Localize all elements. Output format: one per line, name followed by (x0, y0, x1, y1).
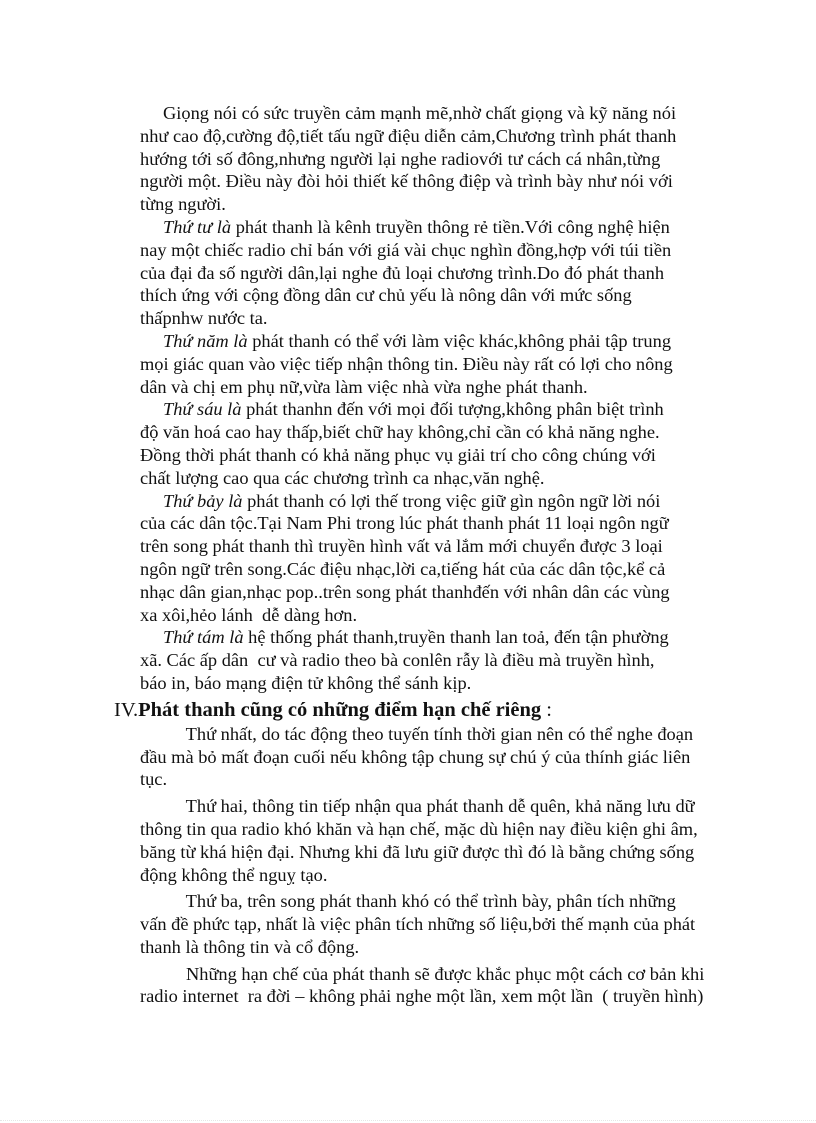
text-line (140, 626, 688, 649)
text-line: như cao độ,cường độ,tiết tấu ngữ điệu diễn cảm,Chương trình phát thanh (140, 125, 677, 146)
text-line: nay một chiếc radio chỉ bán với giá vài chục nghìn đồng,hợp với túi tiền (140, 239, 672, 260)
text-line: hướng tới số đông,nhưng người lại nghe radiovới tư cách cá nhân,từng (140, 148, 661, 169)
section-title: Phát thanh cũng có những điểm hạn chế riêng (138, 698, 542, 721)
text-line: Giọng nói có sức truyền cảm mạnh mẽ,nhờ chất giọng và kỹ năng nói (140, 103, 677, 123)
text-line: Đồng thời phát thanh có khả năng phục vụ giải trí cho công chúng với (140, 444, 656, 465)
text-line: của các dân tộc.Tại Nam Phi trong lúc phát thanh phát 11 loại ngôn ngữ (140, 513, 669, 534)
paragraph-first-limitation (140, 723, 694, 791)
paragraph-lead: Thứ sáu là (140, 399, 242, 420)
text-line: chất lượng cao qua các chương trình ca nhạc,văn nghệ. (140, 467, 545, 488)
text-line (140, 490, 688, 513)
paragraph-second-limitation (140, 795, 698, 886)
text-line: đầu mà bỏ mất đoạn cuối nếu không tập chung sự chú ý của thính giác liên (140, 746, 691, 767)
text-line: mọi giác quan vào việc tiếp nhận thông tin. Điều này rất có lợi cho nông (140, 353, 673, 374)
text-line: nhạc dân gian,nhạc pop..trên song phát thanhđến với nhân dân các vùng (140, 581, 670, 602)
text-run: hệ thống phát thanh,truyền thanh lan toả, đến tận phường (243, 627, 669, 648)
text-line: radio internet ra đời – không phải nghe một lần, xem một lần ( truyền hình) (140, 986, 704, 1007)
text-line: vấn đề phức tạp, nhất là việc phân tích những số liệu,bởi thế mạnh của phát (140, 914, 696, 935)
text-line: trên song phát thanh thì truyền hình vất vả lắm mới chuyển được 3 loại (140, 536, 663, 557)
text-line: ngôn ngữ trên song.Các điệu nhạc,lời ca,tiếng hát của các dân tộc,kể cả (140, 558, 666, 579)
text-line: từng người. (140, 194, 226, 215)
paragraph-sixth (140, 398, 688, 489)
document-body (114, 102, 705, 1008)
text-line: Thứ hai, thông tin tiếp nhận qua phát thanh dễ quên, khả năng lưu dữ (140, 796, 695, 817)
text-run: phát thanh là kênh truyền thông rẻ tiền.Với công nghệ hiện (231, 216, 670, 237)
text-line: Thứ ba, trên song phát thanh khó có thể trình bày, phân tích những (140, 891, 676, 912)
text-line: tục. (140, 769, 168, 790)
text-line (140, 216, 688, 239)
paragraph-voice (140, 102, 688, 216)
text-line: thích ứng với cộng đồng dân cư chủ yếu là nông dân với mức sống (140, 285, 632, 306)
text-run: phát thanh có thể với làm việc khác,không phải tập trung (247, 330, 672, 351)
page-bottom-border (0, 1120, 816, 1121)
text-run: phát thanhn đến với mọi đối tượng,không phân biệt trình (241, 399, 664, 420)
text-line (140, 330, 688, 353)
text-line: thông tin qua radio khó khăn và hạn chế, mặc dù hiện nay điều kiện ghi âm, (140, 818, 698, 839)
text-line: người một. Điều này đòi hỏi thiết kế thông điệp và trình bày như nói với (140, 171, 673, 192)
text-line: thấpnhw nước ta. (140, 308, 268, 329)
paragraph-eighth (140, 626, 688, 694)
text-line: Thứ nhất, do tác động theo tuyến tính thời gian nên có thể nghe đoạn (140, 723, 694, 744)
paragraph-overcoming-limitations (140, 963, 705, 1009)
paragraph-lead: Thứ tám là (140, 627, 244, 648)
text-run: phát thanh có lợi thế trong việc giữ gìn ngôn ngữ lời nói (242, 490, 661, 511)
text-line: Những hạn chế của phát thanh sẽ được khắc phục một cách cơ bản khi (140, 963, 705, 984)
text-line: báo in, báo mạng điện tử không thể sánh kịp. (140, 672, 472, 693)
text-line: băng từ khá hiện đại. Nhưng khi đã lưu giữ được thì đó là bằng chứng sống (140, 841, 695, 862)
section-suffix: : (541, 698, 552, 721)
text-line: xã. Các ấp dân cư và radio theo bà conlên rẫy là điều mà truyền hình, (140, 650, 655, 671)
paragraph-lead: Thứ bảy là (140, 490, 243, 511)
text-line: xa xôi,hẻo lánh dễ dàng hơn. (140, 604, 358, 625)
text-line: động không thể nguỵ tạo. (140, 864, 328, 885)
text-line: độ văn hoá cao hay thấp,biết chữ hay không,chỉ cần có khả năng nghe. (140, 422, 660, 443)
text-line: thanh là thông tin và cổ động. (140, 936, 360, 957)
paragraph-fifth (140, 330, 688, 398)
text-line: của đại đa số người dân,lại nghe đủ loại chương trình.Do đó phát thanh (140, 262, 665, 283)
paragraph-fourth (140, 216, 688, 330)
section-number: IV. (114, 698, 139, 721)
text-line (140, 398, 688, 421)
section-heading (114, 697, 662, 723)
paragraph-lead: Thứ tư là (140, 216, 232, 237)
text-line: dân và chị em phụ nữ,vừa làm việc nhà vừa nghe phát thanh. (140, 376, 588, 397)
paragraph-lead: Thứ năm là (140, 330, 248, 351)
paragraph-third-limitation (140, 890, 696, 958)
paragraph-seventh (140, 490, 688, 627)
